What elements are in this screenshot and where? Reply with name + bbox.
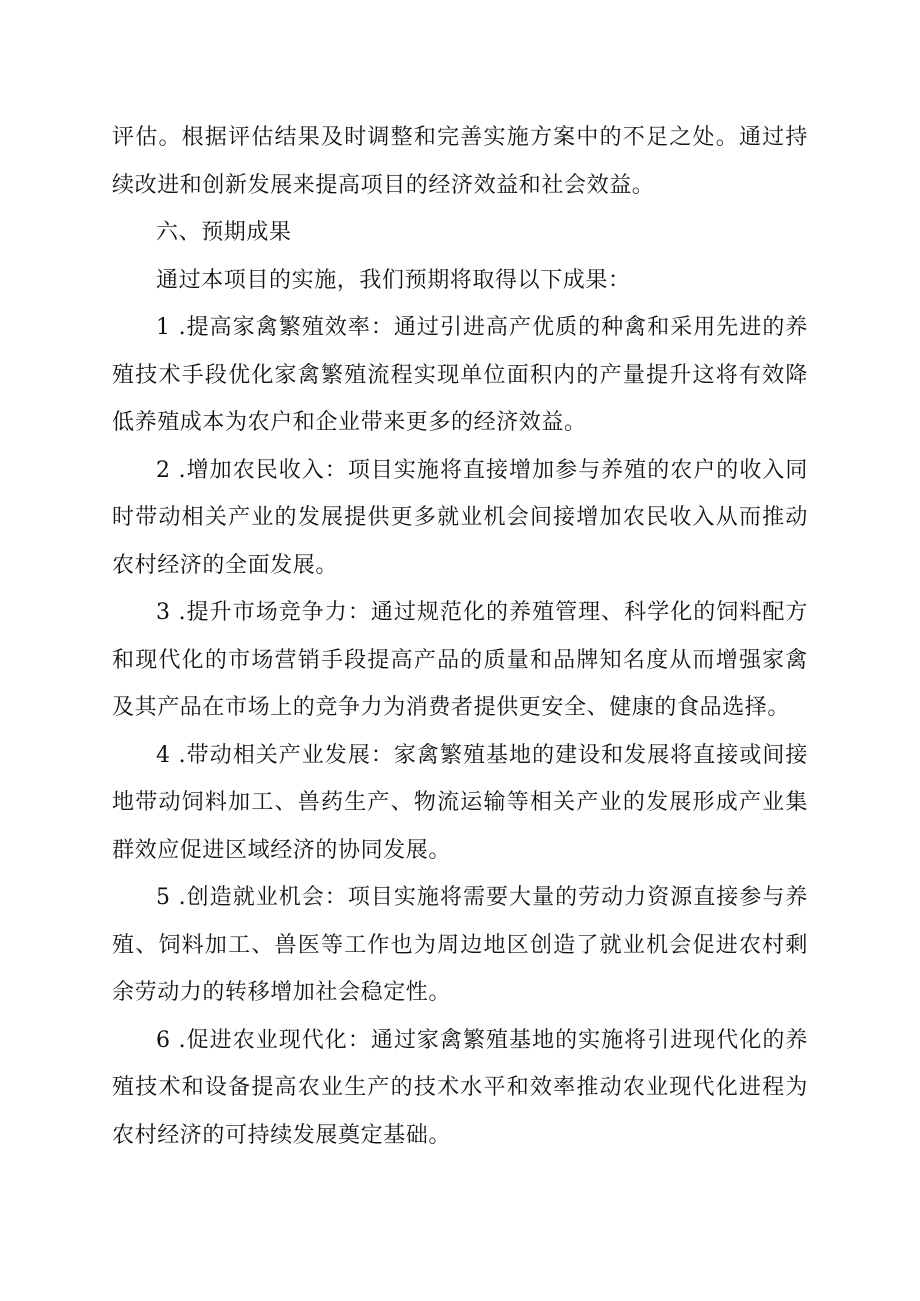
section-heading-expected-results: 六、预期成果: [156, 220, 292, 245]
list-item-4: 4 .带动相关产业发展：家禽繁殖基地的建设和发展将直接或间接地带动饲料加工、兽药生产、物流运输等相关产业的发展形成产业集群效应促进区域经济的协同发展。: [112, 742, 808, 863]
list-item-5: 5 .创造就业机会：项目实施将需要大量的劳动力资源直接参与养殖、饲料加工、兽医等工作也为周边地区创造了就业机会促进农村剩余劳动力的转移增加社会稳定性。: [112, 885, 808, 1005]
list-item-1: 1 .提高家禽繁殖效率：通过引进高产优质的种禽和采用先进的养殖技术手段优化家禽繁殖流程实现单位面积内的产量提升这将有效降低养殖成本为农户和企业带来更多的经济效益。: [112, 315, 808, 435]
list-item-3: 3 .提升市场竞争力：通过规范化的养殖管理、科学化的饲料配方和现代化的市场营销手段提高产品的质量和品牌知名度从而增强家禽及其产品在市场上的竞争力为消费者提供更安全、健康的食品选择。: [112, 600, 808, 720]
list-item-2: 2 .增加农民收入：项目实施将直接增加参与养殖的农户的收入同时带动相关产业的发展提供更多就业机会间接增加农民收入从而推动农村经济的全面发展。: [112, 457, 808, 578]
paragraph-evaluation: 评估。根据评估结果及时调整和完善实施方案中的不足之处。通过持续改进和创新发展来提高项目的经济效益和社会效益。: [112, 125, 808, 198]
paragraph-intro: 通过本项目的实施，我们预期将取得以下成果：: [156, 267, 631, 293]
list-item-6: 6 .促进农业现代化：通过家禽繁殖基地的实施将引进现代化的养殖技术和设备提高农业生产的技术水平和效率推动农业现代化进程为农村经济的可持续发展奠定基础。: [112, 1027, 808, 1148]
document-body: [112, 114, 808, 1159]
